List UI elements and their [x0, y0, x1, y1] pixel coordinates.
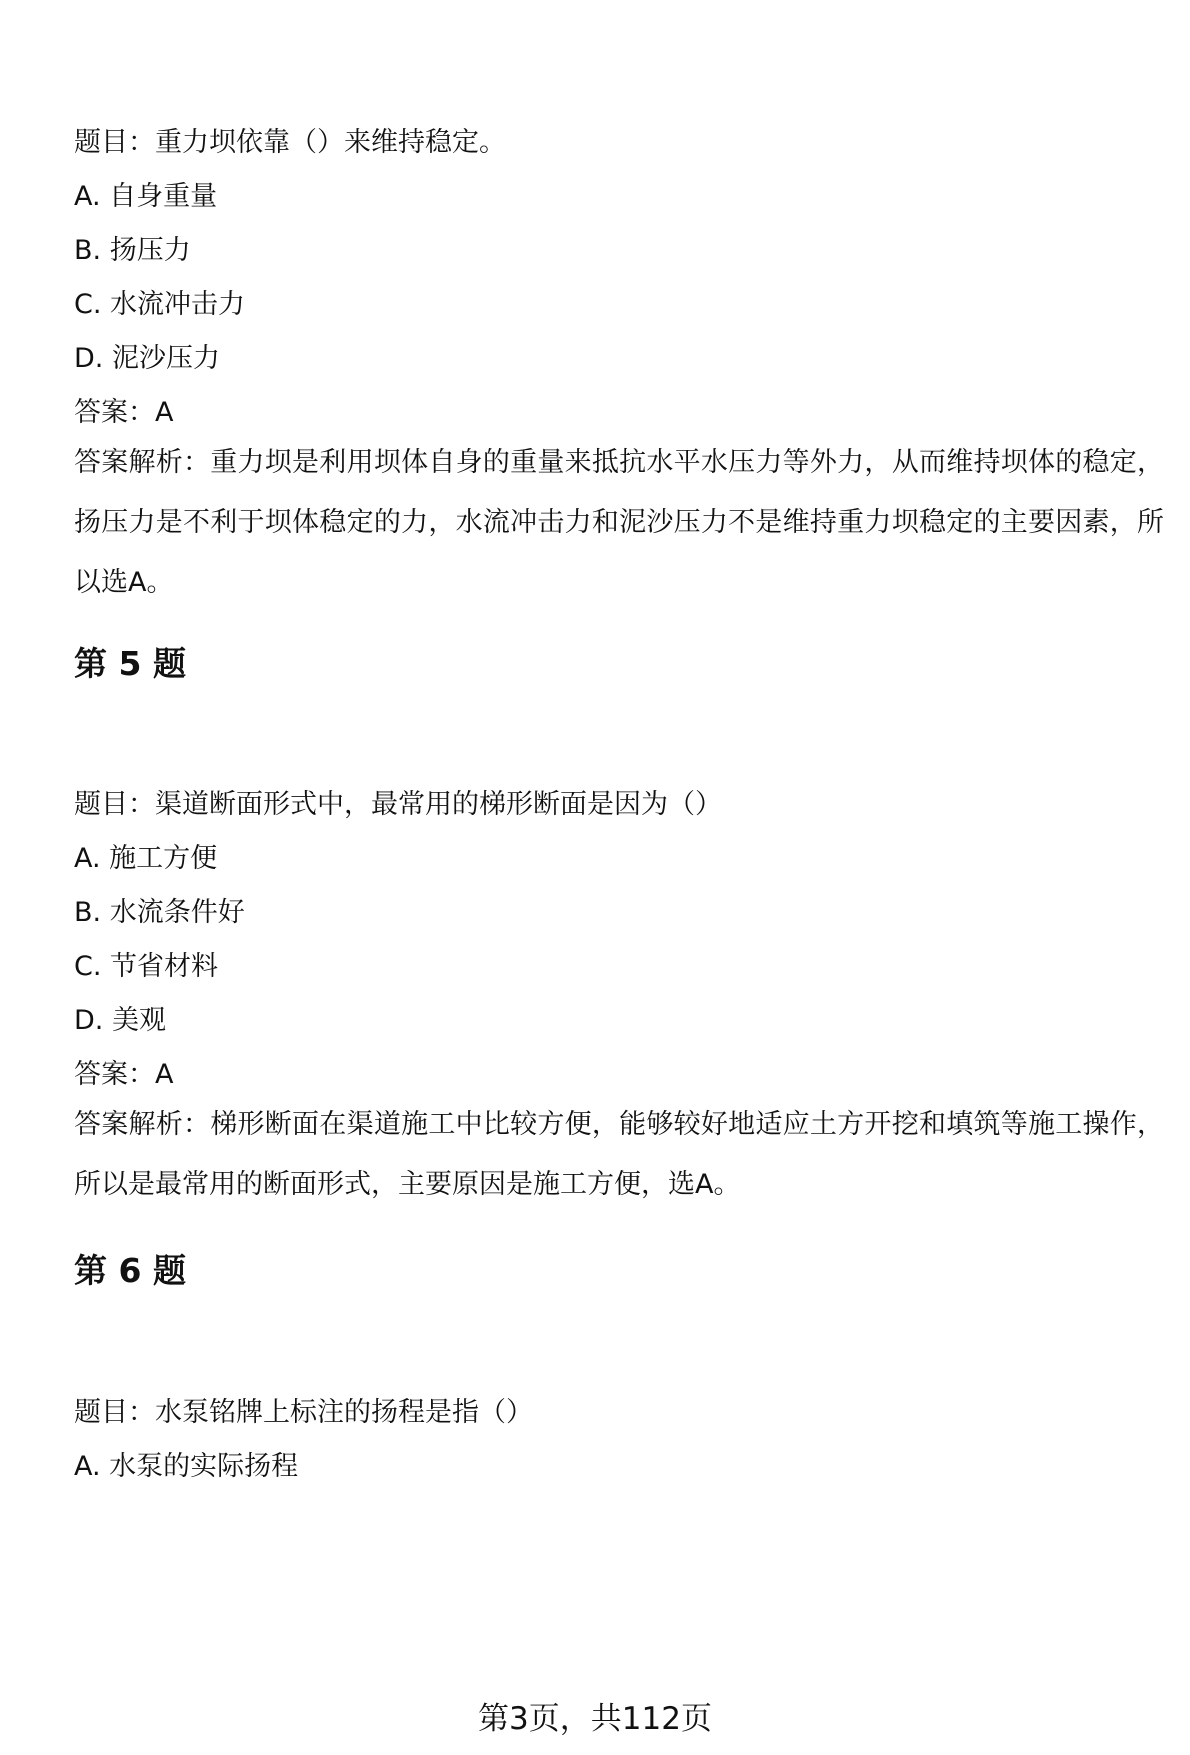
- page-number: 第3页，共112页: [478, 1701, 712, 1737]
- q5-option-d: D. 美观: [74, 1005, 166, 1036]
- q6-heading: 第 6 题: [74, 1251, 186, 1290]
- q5-heading: 第 5 题: [74, 644, 186, 683]
- q4-stem: 题目：重力坝依靠（）来维持稳定。: [74, 127, 506, 158]
- q4-option-d: D. 泥沙压力: [74, 343, 220, 374]
- q5-option-a: A. 施工方便: [74, 843, 218, 874]
- q5-answer: 答案：A: [74, 1059, 174, 1090]
- q5-explanation: 答案解析：梯形断面在渠道施工中比较方便，能够较好地适应土方开挖和填筑等施工操作，所以是最常用的断面形式，主要原因是施工方便，选A。: [74, 1109, 1164, 1200]
- q4-answer: 答案：A: [74, 397, 174, 428]
- q4-option-a: A. 自身重量: [74, 181, 218, 212]
- q5-stem: 题目：渠道断面形式中，最常用的梯形断面是因为（）: [74, 789, 722, 820]
- q6-stem: 题目：水泵铭牌上标注的扬程是指（）: [74, 1397, 533, 1428]
- q4-option-b: B. 扬压力: [74, 235, 191, 266]
- q4-explanation: 答案解析：重力坝是利用坝体自身的重量来抵抗水平水压力等外力，从而维持坝体的稳定，扬压力是不利于坝体稳定的力，水流冲击力和泥沙压力不是维持重力坝稳定的主要因素，所以选A。: [74, 447, 1164, 598]
- q5-option-c: C. 节省材料: [74, 951, 219, 982]
- q5-option-b: B. 水流条件好: [74, 897, 245, 928]
- q6-option-a: A. 水泵的实际扬程: [74, 1451, 299, 1482]
- q4-option-c: C. 水流冲击力: [74, 289, 246, 320]
